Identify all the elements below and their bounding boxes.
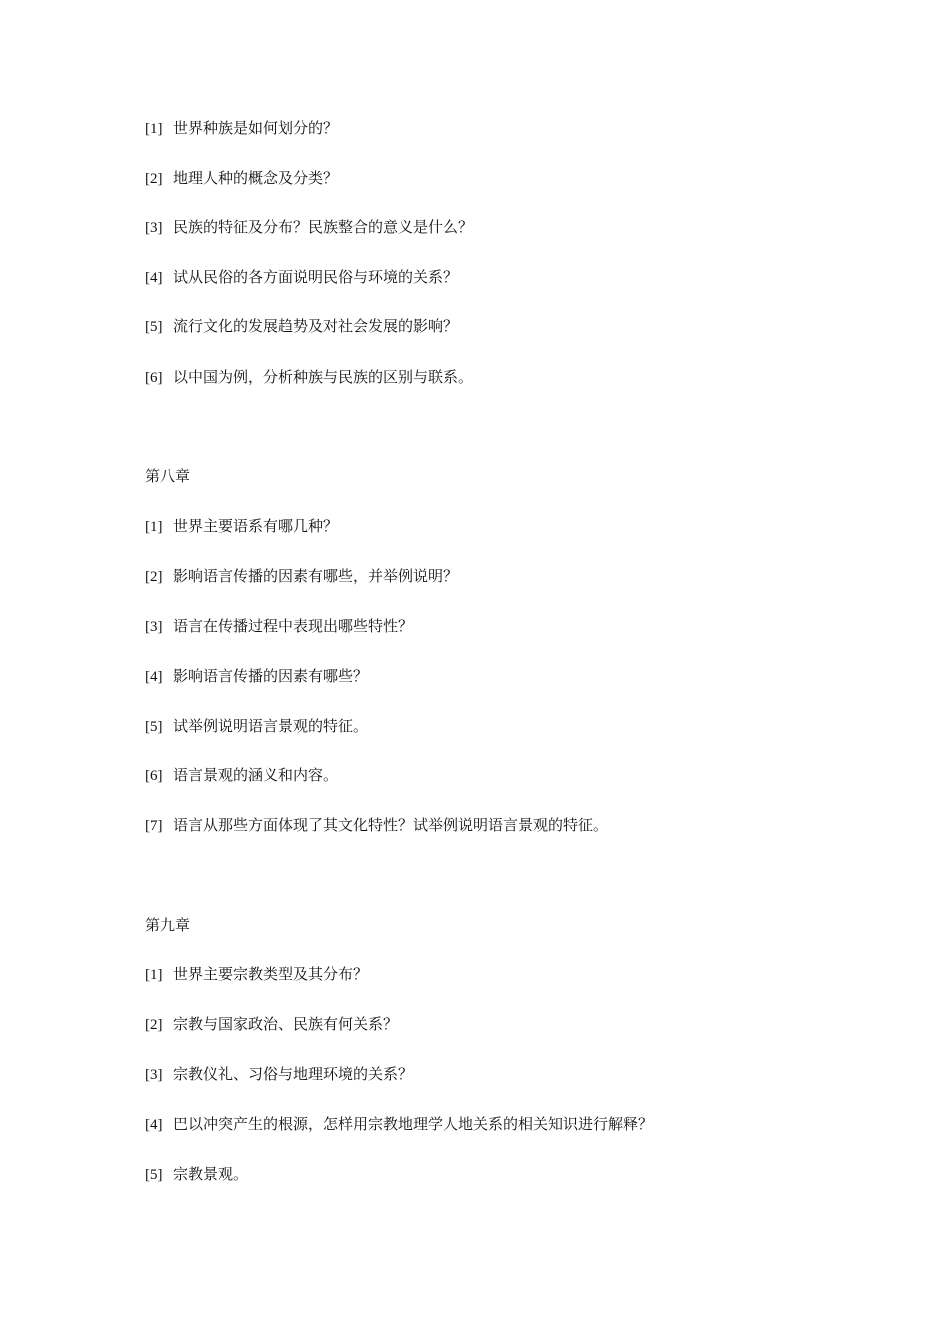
chapter-heading: 第八章 — [145, 467, 191, 485]
question-item — [145, 367, 473, 388]
question-text: 以中国为例，分析种族与民族的区别与联系。 — [173, 368, 474, 386]
question-number: [4] — [145, 669, 163, 685]
question-text: 宗教仪礼、习俗与地理环境的关系？ — [173, 1065, 414, 1083]
question-number: [1] — [145, 121, 163, 137]
question-text: 世界主要语系有哪几种？ — [173, 517, 339, 535]
question-item — [145, 1064, 413, 1085]
question-number: [5] — [145, 1167, 163, 1183]
question-item — [145, 217, 473, 238]
question-number: [4] — [145, 270, 163, 286]
question-item — [145, 316, 458, 337]
question-number: [6] — [145, 370, 163, 386]
question-text: 语言在传播过程中表现出哪些特性？ — [173, 617, 414, 635]
question-item — [145, 516, 338, 537]
question-number: [2] — [145, 1017, 163, 1033]
question-number: [2] — [145, 171, 163, 187]
question-text: 世界种族是如何划分的？ — [173, 119, 339, 137]
question-item — [145, 1114, 653, 1135]
question-number: [5] — [145, 319, 163, 335]
question-text: 试举例说明语言景观的特征。 — [173, 717, 369, 735]
question-item — [145, 118, 338, 139]
question-text: 宗教与国家政治、民族有何关系？ — [173, 1015, 399, 1033]
question-number: [3] — [145, 1067, 163, 1083]
question-item — [145, 1014, 398, 1035]
question-item — [145, 765, 338, 786]
question-text: 流行文化的发展趋势及对社会发展的影响？ — [173, 317, 459, 335]
question-text: 巴以冲突产生的根源，怎样用宗教地理学人地关系的相关知识进行解释？ — [173, 1115, 654, 1133]
question-number: [3] — [145, 619, 163, 635]
question-number: [2] — [145, 569, 163, 585]
question-text: 语言从那些方面体现了其文化特性？试举例说明语言景观的特征。 — [173, 816, 609, 834]
question-number: [1] — [145, 967, 163, 983]
question-number: [4] — [145, 1117, 163, 1133]
question-item — [145, 566, 458, 587]
question-item — [145, 168, 338, 189]
question-number: [3] — [145, 220, 163, 236]
chapter-heading: 第九章 — [145, 916, 191, 934]
question-text: 宗教景观。 — [173, 1165, 249, 1183]
question-text: 地理人种的概念及分类？ — [173, 169, 339, 187]
question-text: 语言景观的涵义和内容。 — [173, 766, 339, 784]
question-item — [145, 964, 368, 985]
question-number: [1] — [145, 519, 163, 535]
question-text: 世界主要宗教类型及其分布？ — [173, 965, 369, 983]
question-text: 试从民俗的各方面说明民俗与环境的关系？ — [173, 268, 459, 286]
question-item — [145, 716, 368, 737]
question-item — [145, 666, 368, 687]
question-text: 民族的特征及分布？民族整合的意义是什么？ — [173, 218, 474, 236]
question-item — [145, 616, 413, 637]
question-item — [145, 267, 458, 288]
question-item — [145, 1164, 248, 1185]
question-text: 影响语言传播的因素有哪些，并举例说明？ — [173, 567, 459, 585]
question-text: 影响语言传播的因素有哪些？ — [173, 667, 369, 685]
question-number: [6] — [145, 768, 163, 784]
question-item — [145, 815, 608, 836]
question-number: [5] — [145, 719, 163, 735]
question-number: [7] — [145, 818, 163, 834]
